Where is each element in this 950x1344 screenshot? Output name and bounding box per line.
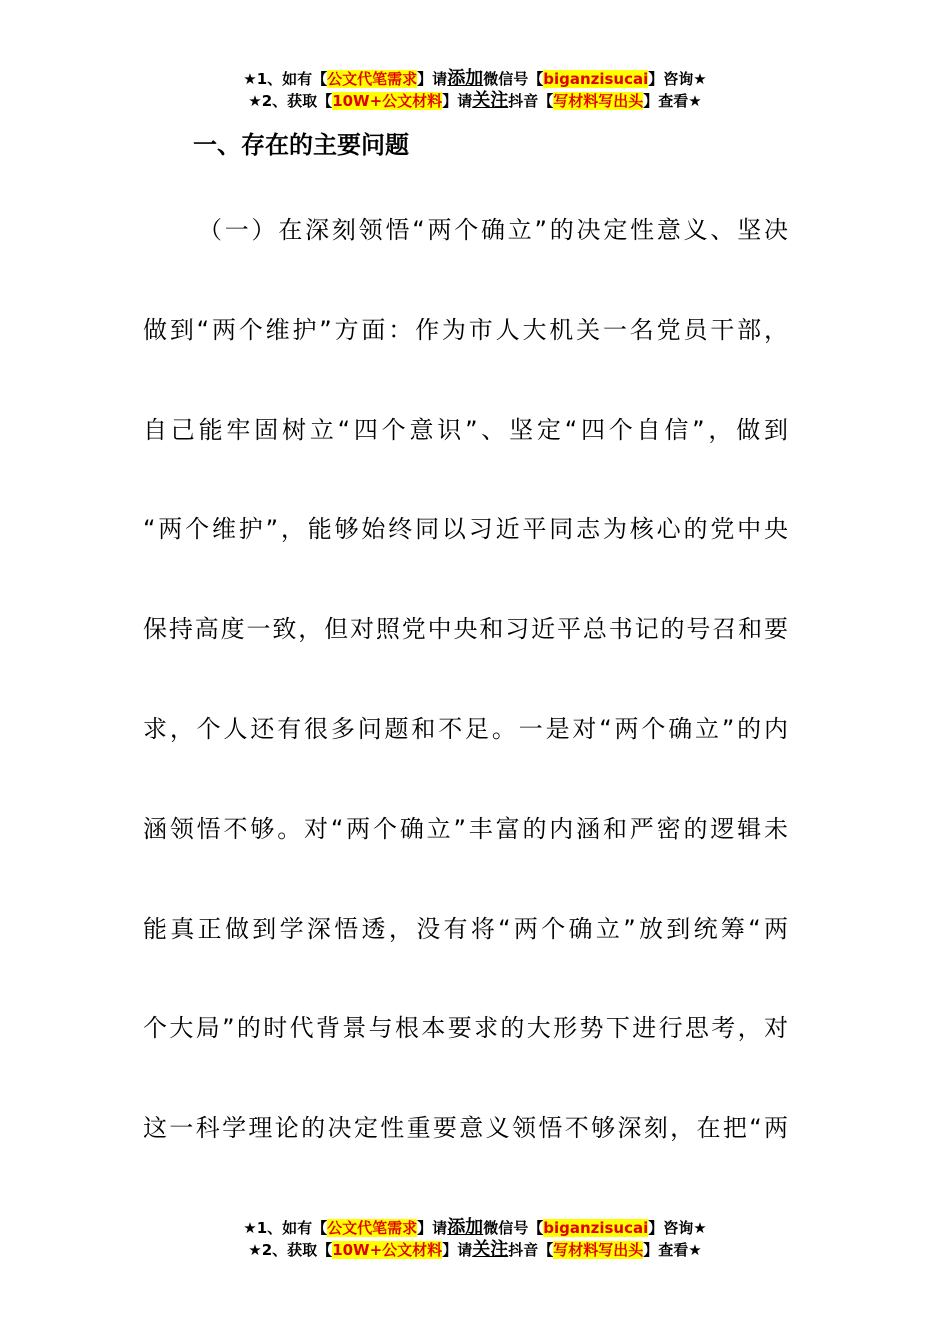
paragraph-line: 自己能牢固树立“四个意识”、坚定“四个自信”，做到 (143, 415, 788, 444)
paragraph-line: 能真正做到学深悟透，没有将“两个确立”放到统筹“两 (143, 914, 788, 943)
paragraph-line: “两个维护”，能够始终同以习近平同志为核心的党中央 (143, 515, 788, 544)
body-paragraph (143, 210, 788, 1208)
banner-line-1: ★1、如有【公文代笔需求】请添加微信号【biganzisucai】咨询★ (243, 1217, 707, 1238)
paragraph-line: 个大局”的时代背景与根本要求的大形势下进行思考，对 (143, 1014, 788, 1043)
highlight-wechat-id: biganzisucai (543, 1219, 649, 1237)
paragraph-line: 做到“两个维护”方面：作为市人大机关一名党员干部， (143, 315, 788, 344)
paragraph-line: 这一科学理论的决定性重要意义领悟不够深刻，在把“两 (143, 1114, 788, 1143)
paragraph-line: 求，个人还有很多问题和不足。一是对“两个确立”的内 (143, 714, 788, 743)
section-heading: 一、存在的主要问题 (193, 131, 409, 159)
banner-line-2: ★2、获取【10W+公文材料】请关注抖音【写材料写出头】查看★ (248, 1239, 702, 1260)
highlight-wechat-id: biganzisucai (543, 70, 649, 88)
footer-banner (0, 1217, 950, 1261)
highlight-service: 公文代笔需求 (327, 1219, 418, 1237)
banner-line-2: ★2、获取【10W+公文材料】请关注抖音【写材料写出头】查看★ (248, 90, 702, 111)
paragraph-line: 保持高度一致，但对照党中央和习近平总书记的号召和要 (143, 615, 788, 644)
highlight-douyin: 写材料写出头 (553, 92, 644, 110)
highlight-service: 公文代笔需求 (327, 70, 418, 88)
paragraph-line: （一）在深刻领悟“两个确立”的决定性意义、坚决 (198, 216, 788, 244)
paragraph-line: 涵领悟不够。对“两个确立”丰富的内涵和严密的逻辑未 (143, 814, 788, 843)
banner-line-1: ★1、如有【公文代笔需求】请添加微信号【biganzisucai】咨询★ (243, 68, 707, 89)
highlight-materials: 10W+公文材料 (332, 92, 443, 110)
header-banner (0, 68, 950, 112)
highlight-materials: 10W+公文材料 (332, 1241, 443, 1259)
highlight-douyin: 写材料写出头 (553, 1241, 644, 1259)
